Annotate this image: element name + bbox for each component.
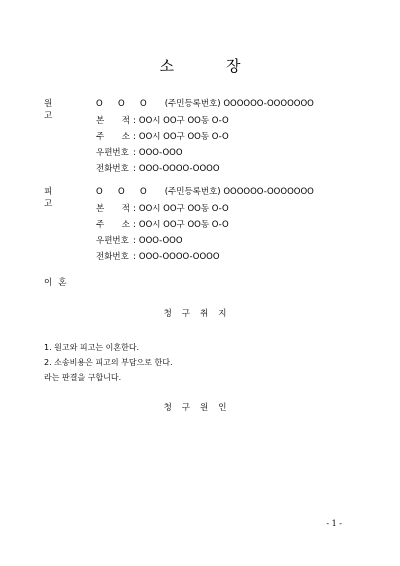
plaintiff-postal-label: 우편번호 [96,148,129,158]
defendant-address-value: OO시 OO구 OO동 O-O [138,220,229,230]
title-char-1: 소 [159,57,174,75]
defendant-name-mark-1: O [96,187,103,197]
plaintiff-domicile-row: 본 적 : OO시 OO구 OO동 O-O [96,116,229,126]
defendant-phone-row: 전화번호 : OOO-OOOO-OOOO [96,252,220,262]
defendant-name-mark-2: O [118,187,125,197]
plaintiff-role-label: 원 고 [44,99,61,121]
plaintiff-phone-row: 전화번호 : OOO-OOOO-OOOO [96,164,220,174]
defendant-name-mark-3: O [140,187,147,197]
plaintiff-postal-value: OOO-OOO [138,148,183,158]
defendant-name-row [96,185,314,197]
plaintiff-address-value: OO시 OO구 OO동 O-O [138,132,229,142]
case-type: 이혼 [44,278,73,288]
defendant-postal-value: OOO-OOO [138,236,183,246]
defendant-domicile-label: 본 적 [96,204,130,214]
claims-list [44,340,173,385]
document-title [0,55,400,76]
plaintiff-address-label: 주 소 [96,132,130,142]
claim-item-2: 2. 소송비용은 피고의 부담으로 한다. [44,358,173,367]
defendant-id-label: (주민등록번호) [164,187,221,197]
defendant-domicile-row: 본 적 : OO시 OO구 OO동 O-O [96,204,229,214]
claim-purpose-heading-text: 청구취지 [163,309,237,319]
defendant-phone-value: OOO-OOOO-OOOO [138,252,220,262]
plaintiff-name-mark-1: O [96,99,103,109]
claim-cause-heading-text: 청구원인 [163,403,237,413]
plaintiff-id-value: OOOOOO-OOOOOOO [223,99,314,109]
plaintiff-phone-value: OOO-OOOO-OOOO [138,164,220,174]
plaintiff-postal-row: 우편번호 : OOO-OOO [96,148,183,158]
title-char-2: 장 [226,57,241,75]
defendant-address-row: 주 소 : OO시 OO구 OO동 O-O [96,220,229,230]
defendant-postal-row: 우편번호 : OOO-OOO [96,236,183,246]
page-number: - 1 - [326,519,342,528]
plaintiff-name-mark-2: O [118,99,125,109]
defendant-postal-label: 우편번호 [96,236,129,246]
claim-cause-heading [0,401,400,413]
plaintiff-name-row [96,97,314,109]
defendant-role-label: 피 고 [44,187,61,209]
defendant-id-value: OOOOOO-OOOOOOO [223,187,314,197]
claim-purpose-heading [0,307,400,319]
plaintiff-domicile-value: OO시 OO구 OO동 O-O [138,116,229,126]
defendant-phone-label: 전화번호 [96,252,129,262]
plaintiff-id-label: (주민등록번호) [164,99,221,109]
claim-conclusion: 라는 판결을 구합니다. [44,373,122,382]
plaintiff-phone-label: 전화번호 [96,164,129,174]
defendant-domicile-value: OO시 OO구 OO동 O-O [138,204,229,214]
plaintiff-domicile-label: 본 적 [96,116,130,126]
plaintiff-name-mark-3: O [140,99,147,109]
claim-item-1: 1. 원고와 피고는 이혼한다. [44,343,140,352]
plaintiff-address-row: 주 소 : OO시 OO구 OO동 O-O [96,132,229,142]
defendant-address-label: 주 소 [96,220,130,230]
